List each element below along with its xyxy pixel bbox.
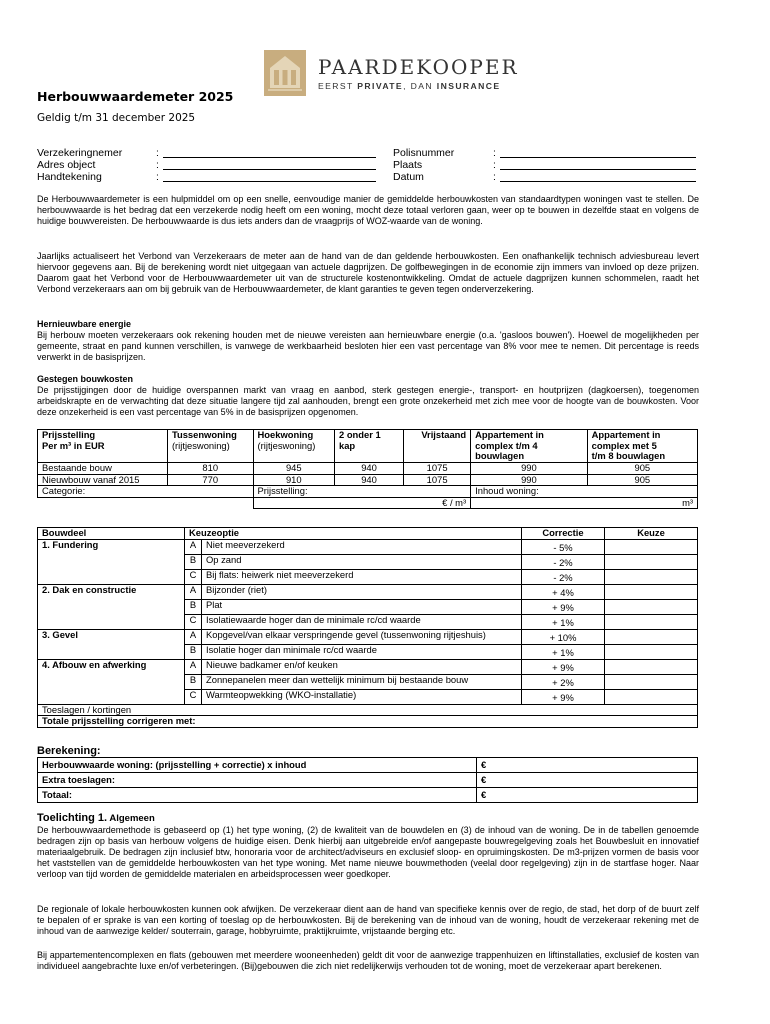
bouwdeel-cell: 1. Fundering	[38, 539, 185, 584]
price-cell: 990	[471, 474, 588, 486]
polisnummer-field[interactable]	[500, 157, 696, 158]
table-row	[38, 539, 698, 554]
price-col-header: Tussenwoning (rijtjeswoning)	[167, 430, 253, 463]
totale-row: Totale prijsstelling corrigeren met:	[38, 716, 698, 728]
option-correctie: - 5%	[522, 539, 605, 554]
option-correctie: + 4%	[522, 584, 605, 599]
col-correctie: Correctie	[522, 528, 605, 540]
eur-per-m3-field[interactable]: € / m³	[253, 497, 471, 509]
berekening-value-field[interactable]: €	[477, 758, 698, 773]
brand-tagline: EERST PRIVATE, DAN INSURANCE	[318, 81, 501, 91]
price-col-header: Appartement in complex t/m 4 bouwlagen	[471, 430, 588, 463]
inhoud-field[interactable]: Inhoud woning:	[471, 486, 698, 498]
table-row	[38, 659, 698, 674]
intro-paragraph-2: Jaarlijks actualiseert het Verbond van Verzekeraars de meter aan de hand van de dan geldende herbouwkosten. Een onafhankelijk technisch adviesbureau levert hiervoor gegevens aan. Bij de berekening wordt niet uitgegaan van actuele dagprijzen. De golfbewegingen in de economie zijn immers van invloed op deze prijzen. Daarom gaat het Verbond voor de Herbouwwaardemeter uit van de structurele kostenontwikkeling. Omdat de actuele dagprijzen kunnen schommelen, raadt het Verbond verzekeraars aan om bij gebruik van de Herbouwwaardemeter, de klant garanties te geven tegen onderverzekering.	[37, 251, 699, 294]
field-label-datum: Datum	[393, 171, 424, 183]
handtekening-field[interactable]	[163, 181, 376, 182]
option-correctie: + 1%	[522, 644, 605, 659]
option-keuze-field[interactable]	[605, 629, 698, 644]
section-heading: Gestegen bouwkosten	[37, 374, 134, 384]
price-cell: 1075	[404, 474, 471, 486]
option-text: Warmteopwekking (WKO-installatie)	[202, 689, 522, 704]
table-row	[38, 486, 698, 498]
toelichting-paragraph-2: De regionale of lokale herbouwkosten kunnen ook afwijken. De verzekeraar dient aan de hand van specifieke kennis over de regio, de stad, het dorp of de buurt zelf te bepalen of er sprake is van een korting of toeslag op de herbouwkosten. Bij de berekening van de inhoud van de woning, houdt de verzekeraar rekening met de inhoud van de aanwezige kelder/ souterrain, garage, hobbyruimte, praktijkruimte, vrijstaande berging etc.	[37, 904, 699, 936]
option-correctie: + 1%	[522, 614, 605, 629]
table-row	[38, 788, 698, 803]
field-label-plaats: Plaats	[393, 159, 423, 171]
field-colon: :	[493, 171, 496, 183]
option-text: Bijzonder (riet)	[202, 584, 522, 599]
price-cell: 770	[167, 474, 253, 486]
col-bouwdeel: Bouwdeel	[38, 528, 185, 540]
plaats-field[interactable]	[500, 169, 696, 170]
field-colon: :	[156, 159, 159, 171]
option-text: Kopgevel/van elkaar verspringende gevel (tussenwoning rijtjeshuis)	[202, 629, 522, 644]
berekening-label: Herbouwwaarde woning: (prijsstelling + correctie) x inhoud	[38, 758, 477, 773]
price-col-header: Prijsstelling Per m³ in EUR	[38, 430, 168, 463]
option-letter: B	[185, 674, 202, 689]
option-keuze-field[interactable]	[605, 614, 698, 629]
field-label-polisnummer: Polisnummer	[393, 147, 455, 159]
option-correctie: + 10%	[522, 629, 605, 644]
col-keuzeoptie: Keuzeoptie	[185, 528, 522, 540]
price-col-header: 2 onder 1 kap	[335, 430, 404, 463]
table-row	[38, 716, 698, 728]
brand-name: PAARDEKOOPER	[318, 55, 519, 79]
price-cell: 940	[335, 474, 404, 486]
field-colon: :	[493, 159, 496, 171]
section-hernieuwbare: Hernieuwbare energie Bij herbouw moeten verzekeraars ook rekening houden met de nieuwe vereisten aan hernieuwbare energie (o.a. 'gasloos bouwen'). Hoewel de mogelijkheden per gemeente, straat en pand kunnen verschillen, is vanwege de werkbaarheid besloten hier een vast percentage van 8% voor mee te nemen. Dit percentage is reeds verwerkt in de basisprijzen.	[37, 319, 699, 362]
option-correctie: - 2%	[522, 554, 605, 569]
table-row	[38, 704, 698, 716]
price-col-header: Hoekwoning (rijtjeswoning)	[253, 430, 334, 463]
option-keuze-field[interactable]	[605, 569, 698, 584]
section-gestegen: Gestegen bouwkosten De prijsstijgingen door de huidige overspannen markt van vraag en aanbod, sterk gestegen energie-, transport- en houtprijzen (dagkoersen), toegenomen arbeidskrapte en de verwachting dat deze situatie langere tijd zal aanhouden, brengt een grote onzekerheid met zich mee voor de hoogte van de bouwkosten. Voor deze onzekerheid is een vast percentage van 5% in de basisprijzen opgenomen.	[37, 374, 699, 417]
price-cell: 905	[587, 474, 697, 486]
option-letter: C	[185, 569, 202, 584]
price-cell: 810	[167, 463, 253, 475]
berekening-heading: Berekening:	[37, 745, 101, 757]
price-cell: 940	[335, 463, 404, 475]
option-keuze-field[interactable]	[605, 584, 698, 599]
option-letter: A	[185, 659, 202, 674]
bouwdeel-cell: 3. Gevel	[38, 629, 185, 659]
options-table-header	[38, 528, 698, 540]
option-keuze-field[interactable]	[605, 689, 698, 704]
price-cell: 1075	[404, 463, 471, 475]
table-row	[38, 773, 698, 788]
option-text: Zonnepanelen meer dan wettelijk minimum bij bestaande bouw	[202, 674, 522, 689]
options-table	[37, 527, 698, 728]
intro-paragraph-1: De Herbouwwaardemeter is een hulpmiddel om op een snelle, eenvoudige manier de gemiddelde herbouwkosten van standaardtypen woningen vast te stellen. De herbouwwaarde is het bedrag dat een verzekerde nodig heeft om een woning, mocht deze totaal verloren gaan, weer op te bouwen in dezelfde staat en volgens de huidige bouwvereisten. De herbouwwaarde is dus iets anders dan de vraagprijs of WOZ-waarde van de woning.	[37, 194, 699, 226]
adres-field[interactable]	[163, 169, 376, 170]
option-text: Op zand	[202, 554, 522, 569]
toelichting-paragraph-1: De herbouwwaardemethode is gebaseerd op (1) het type woning, (2) de kwaliteit van de bouwdelen en (3) de inhoud van de woning. De in de tabellen genoemde bedragen zijn op basis van herbouw volgens de huidige eisen. Denk hierbij aan uitgebreide en/of aangepaste bouwregelgeving zoals het Bouwbesluit en innovatief materiaalgebruik. De bedragen zijn inclusief btw, honoraria voor de architect/adviseurs en exclusief sloop- en opruimingskosten. De m3-prijzen vormen de basis voor het vaststellen van de gemiddelde herbouwkosten van het type woning. Met name nieuwe bouwmethoden (veelal door regelgeving) zijn in de startfase hoger. Naar verloop van tijd worden de gemiddelde materialen en arbeidsprocessen weer goedkoper.	[37, 825, 699, 879]
option-text: Isolatiewaarde hoger dan de minimale rc/cd waarde	[202, 614, 522, 629]
bouwdeel-cell: 2. Dak en constructie	[38, 584, 185, 629]
option-keuze-field[interactable]	[605, 659, 698, 674]
toelichting-heading: Toelichting 1. Algemeen	[37, 812, 155, 824]
berekening-label: Extra toeslagen:	[38, 773, 477, 788]
price-table	[37, 429, 698, 509]
option-letter: B	[185, 554, 202, 569]
toeslagen-row: Toeslagen / kortingen	[38, 704, 698, 716]
option-letter: B	[185, 599, 202, 614]
field-label-verzekeringnemer: Verzekeringnemer	[37, 147, 123, 159]
prijsstelling-field[interactable]: Prijsstelling:	[253, 486, 471, 498]
page-title: Herbouwwaardemeter 2025	[37, 89, 234, 104]
row-label: Nieuwbouw vanaf 2015	[38, 474, 168, 486]
price-table-header	[38, 430, 698, 463]
table-row	[38, 497, 698, 509]
toelichting-paragraph-3: Bij appartementencomplexen en flats (gebouwen met meerdere wooneenheden) geldt dit voor de aanwezige trappenhuizen en liftinstallaties, exclusief de kosten van individueel aangebrachte luxe en/of verbeteringen. (Bij)gebouwen die zich niet redelijkerwijs verhouden tot de woning, moet de verzekeraar apart berekenen.	[37, 950, 699, 971]
option-text: Plat	[202, 599, 522, 614]
price-cell: 905	[587, 463, 697, 475]
option-correctie: + 9%	[522, 599, 605, 614]
price-cell: 910	[253, 474, 334, 486]
m3-field[interactable]: m³	[471, 497, 698, 509]
option-keuze-field[interactable]	[605, 644, 698, 659]
field-colon: :	[156, 171, 159, 183]
berekening-label: Totaal:	[38, 788, 477, 803]
option-text: Isolatie hoger dan minimale rc/cd waarde	[202, 644, 522, 659]
option-letter: A	[185, 539, 202, 554]
berekening-value-field[interactable]: €	[477, 773, 698, 788]
option-text: Nieuwe badkamer en/of keuken	[202, 659, 522, 674]
field-label-adres: Adres object	[37, 159, 96, 171]
option-keuze-field[interactable]	[605, 554, 698, 569]
bouwdeel-cell: 4. Afbouw en afwerking	[38, 659, 185, 704]
field-label-handtekening: Handtekening	[37, 171, 102, 183]
price-col-header: Appartement in complex met 5 t/m 8 bouwlagen	[587, 430, 697, 463]
option-keuze-field[interactable]	[605, 599, 698, 614]
option-correctie: - 2%	[522, 569, 605, 584]
section-heading: Hernieuwbare energie	[37, 319, 132, 329]
table-row	[38, 474, 698, 486]
option-text: Bij flats: heiwerk niet meeverzekerd	[202, 569, 522, 584]
option-correctie: + 9%	[522, 689, 605, 704]
table-row	[38, 463, 698, 475]
option-correctie: + 2%	[522, 674, 605, 689]
option-keuze-field[interactable]	[605, 539, 698, 554]
page-subtitle: Geldig t/m 31 december 2025	[37, 112, 196, 124]
table-row	[38, 629, 698, 644]
option-keuze-field[interactable]	[605, 674, 698, 689]
row-label: Bestaande bouw	[38, 463, 168, 475]
field-colon: :	[156, 147, 159, 159]
categorie-field[interactable]: Categorie:	[38, 486, 254, 498]
field-colon: :	[493, 147, 496, 159]
price-cell: 945	[253, 463, 334, 475]
table-row	[38, 584, 698, 599]
option-correctie: + 9%	[522, 659, 605, 674]
option-letter: A	[185, 584, 202, 599]
berekening-table	[37, 757, 698, 803]
option-letter: C	[185, 689, 202, 704]
option-text: Niet meeverzekerd	[202, 539, 522, 554]
option-letter: C	[185, 614, 202, 629]
verzekeringnemer-field[interactable]	[163, 157, 376, 158]
option-letter: A	[185, 629, 202, 644]
berekening-value-field[interactable]: €	[477, 788, 698, 803]
datum-field[interactable]	[500, 181, 696, 182]
price-cell: 990	[471, 463, 588, 475]
col-keuze: Keuze	[605, 528, 698, 540]
house-logo-icon	[264, 50, 306, 96]
price-col-header: Vrijstaand	[404, 430, 471, 463]
option-letter: B	[185, 644, 202, 659]
table-row	[38, 758, 698, 773]
